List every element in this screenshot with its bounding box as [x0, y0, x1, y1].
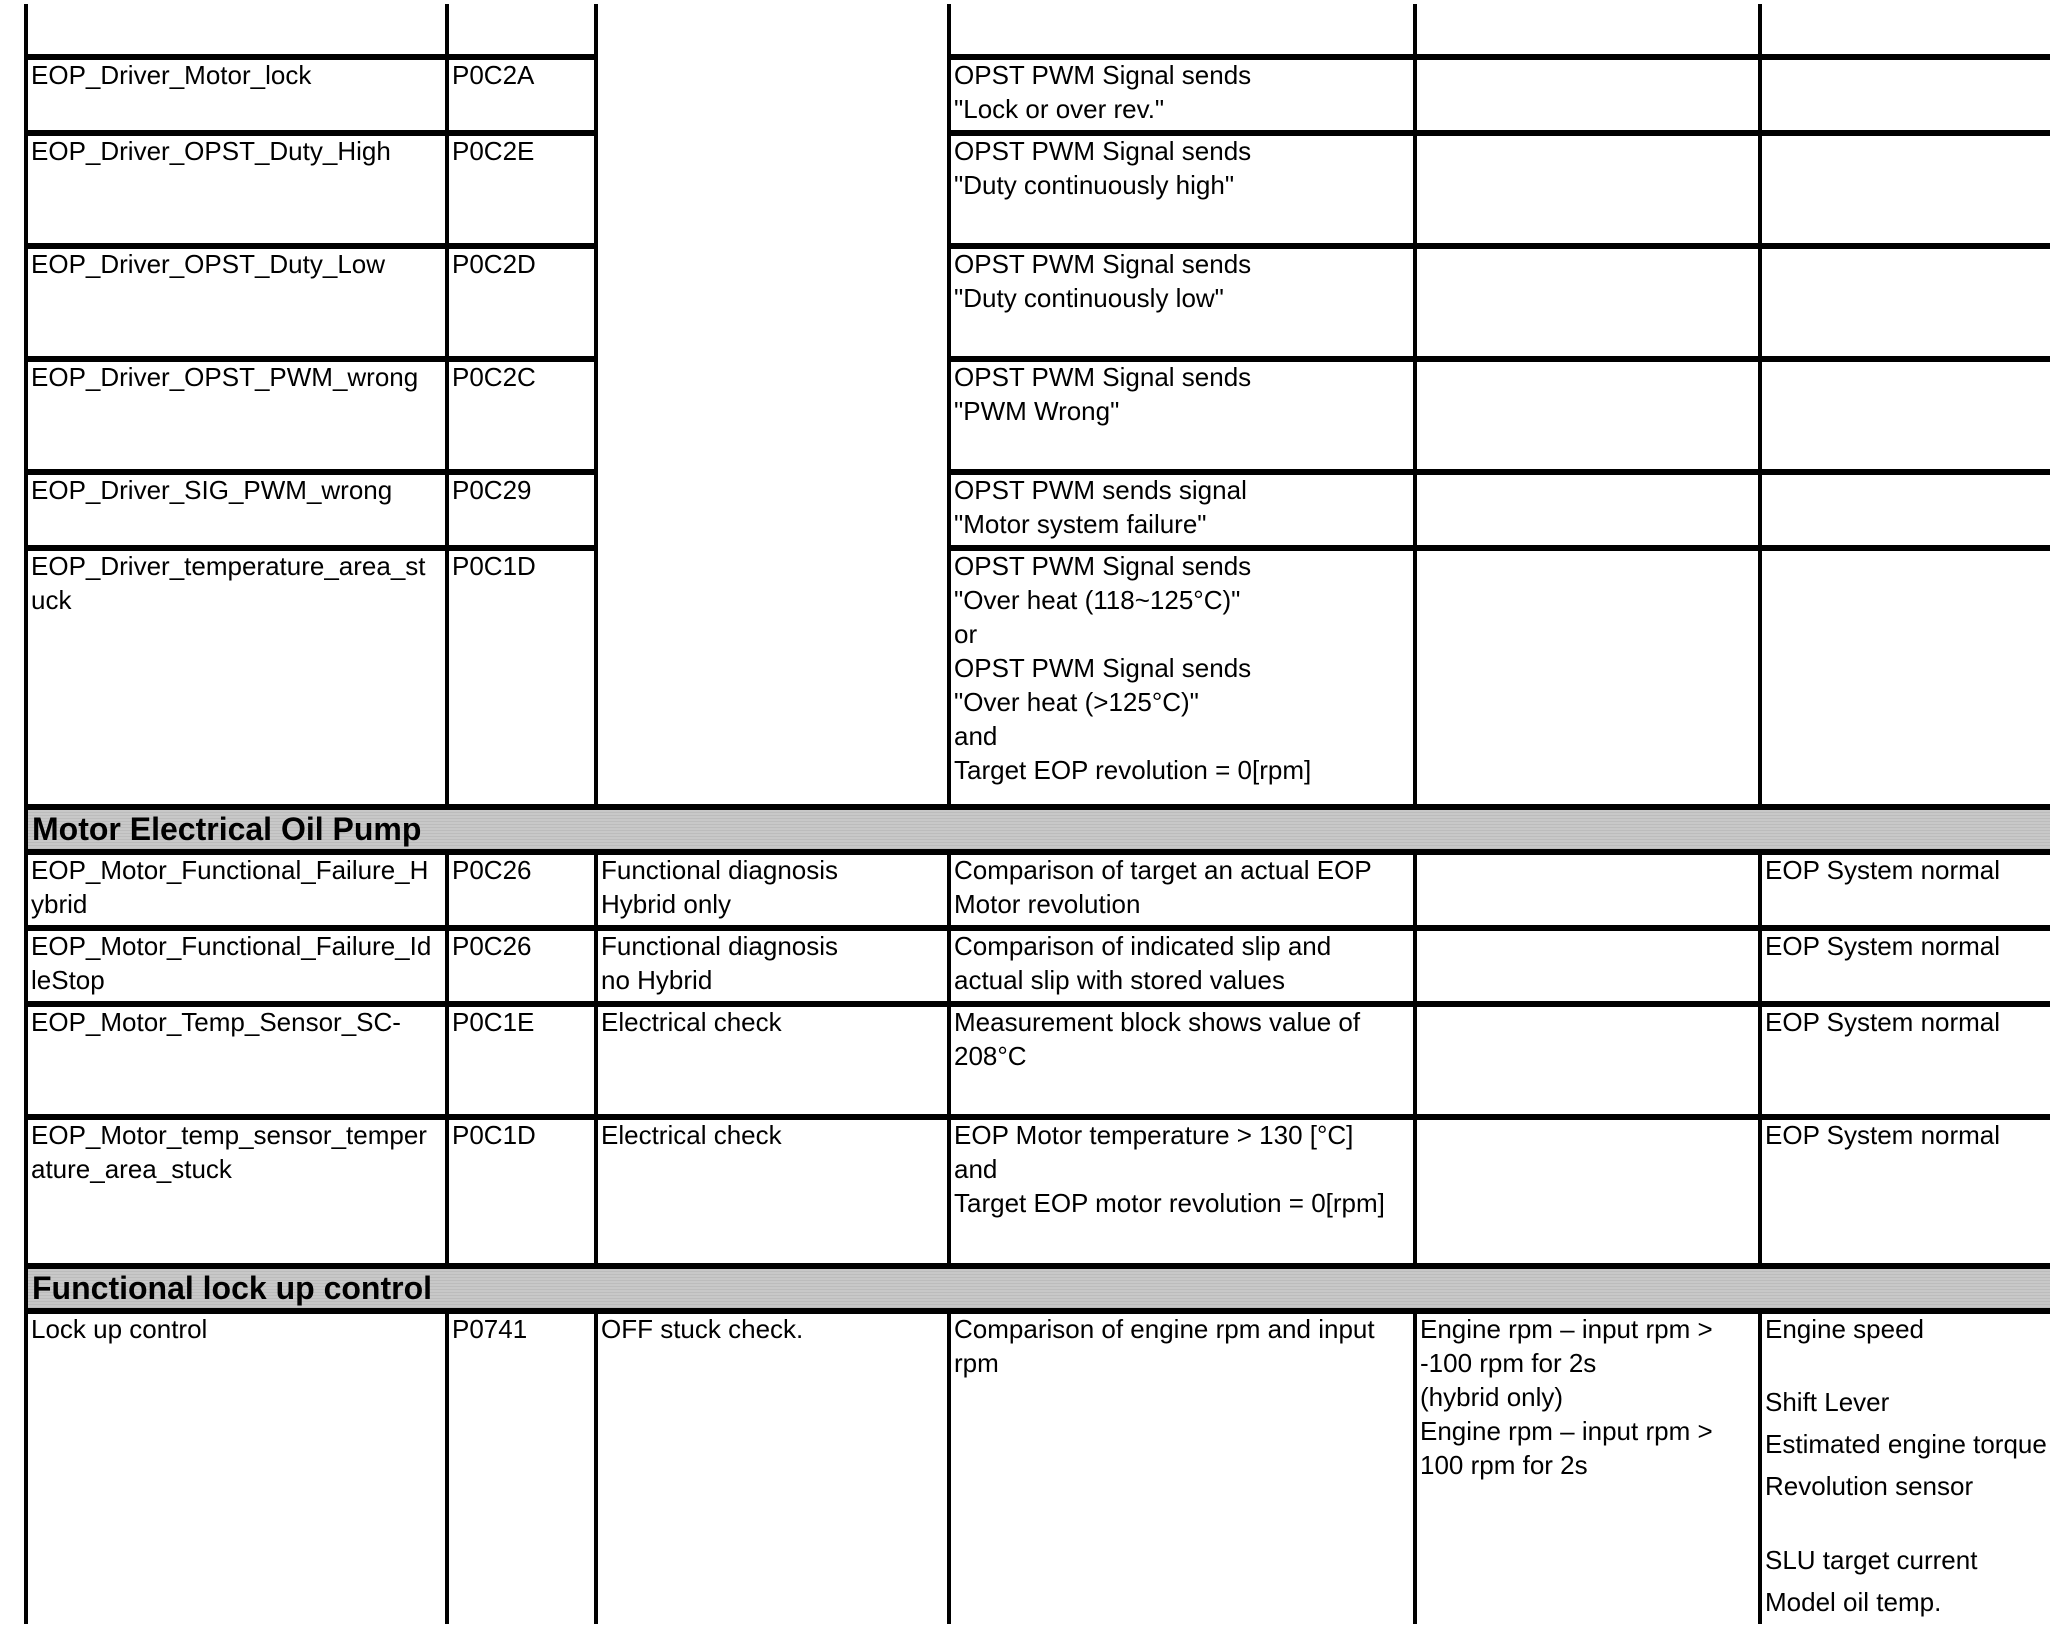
secondary-parameter: Model oil temp. — [1765, 1587, 1942, 1617]
dtc-code: P0C26 — [452, 931, 532, 961]
diagnosis-name: EOP_Driver_temperature_area_st uck — [31, 551, 426, 615]
dtc-code: P0C26 — [452, 855, 532, 885]
criteria: Measurement block shows value of 208°C — [954, 1007, 1361, 1071]
check-type: Electrical check — [601, 1120, 782, 1150]
criteria: Comparison of engine rpm and input rpm — [954, 1314, 1375, 1378]
criteria: OPST PWM Signal sends "Lock or over rev." — [954, 60, 1252, 124]
dtc-code: P0C29 — [452, 475, 532, 505]
diagnosis-name: EOP_Motor_Functional_Failure_Id leStop — [31, 931, 432, 995]
diagnosis-name: EOP_Driver_Motor_lock — [31, 60, 312, 90]
dtc-code: P0C1D — [452, 1120, 536, 1150]
secondary-parameter: Revolution sensor — [1765, 1471, 1974, 1501]
secondary-parameter: Shift Lever — [1765, 1387, 1890, 1417]
diagnosis-name: EOP_Motor_temp_sensor_temper ature_area_stuck — [31, 1120, 427, 1184]
criteria: EOP Motor temperature > 130 [°C] and Target EOP motor revolution = 0[rpm] — [954, 1120, 1385, 1218]
dtc-code: P0C2A — [452, 60, 535, 90]
criteria: OPST PWM Signal sends "PWM Wrong" — [954, 362, 1252, 426]
secondary-parameter: EOP System normal — [1765, 1007, 2001, 1037]
check-type: Electrical check — [601, 1007, 782, 1037]
dtc-code: P0C1D — [452, 551, 536, 581]
section-header-motor-eop: Motor Electrical Oil Pump — [28, 810, 2050, 849]
diagnosis-name: EOP_Motor_Functional_Failure_H ybrid — [31, 855, 429, 919]
criteria: Comparison of indicated slip and actual slip with stored values — [954, 931, 1332, 995]
dtc-code: P0C1E — [452, 1007, 535, 1037]
dtc-code: P0C2C — [452, 362, 536, 392]
diagnosis-name: Lock up control — [31, 1314, 208, 1344]
section-header-lockup: Functional lock up control — [28, 1269, 2050, 1308]
check-type: Functional diagnosis no Hybrid — [601, 931, 839, 995]
secondary-parameter: Estimated engine torque — [1765, 1429, 2047, 1459]
dtc-code: P0741 — [452, 1314, 528, 1344]
criteria: OPST PWM Signal sends "Duty continuously high" — [954, 136, 1252, 200]
diagnosis-name: EOP_Driver_OPST_Duty_High — [31, 136, 391, 166]
secondary-parameter: SLU target current — [1765, 1545, 1978, 1575]
criteria: OPST PWM sends signal "Motor system failure" — [954, 475, 1247, 539]
secondary-parameter: EOP System normal — [1765, 931, 2001, 961]
threshold: Engine rpm – input rpm > -100 rpm for 2s (hybrid only) Engine rpm – input rpm > 100 rpm for 2s — [1420, 1314, 1713, 1480]
dtc-code: P0C2D — [452, 249, 536, 279]
diagnosis-name: EOP_Driver_SIG_PWM_wrong — [31, 475, 393, 505]
dtc-code: P0C2E — [452, 136, 535, 166]
diagnosis-name: EOP_Driver_OPST_Duty_Low — [31, 249, 386, 279]
criteria: OPST PWM Signal sends "Duty continuously low" — [954, 249, 1252, 313]
secondary-parameter: EOP System normal — [1765, 1120, 2001, 1150]
secondary-parameter: EOP System normal — [1765, 855, 2001, 885]
criteria: Comparison of target an actual EOP Motor revolution — [954, 855, 1372, 919]
secondary-parameter: Engine speed — [1765, 1314, 1925, 1344]
criteria: OPST PWM Signal sends "Over heat (118~125°C)" or OPST PWM Signal sends "Over heat (>125°C)" and Target EOP revolution = 0[rpm] — [954, 551, 1312, 785]
check-type: Functional diagnosis Hybrid only — [601, 855, 839, 919]
diagnosis-name: EOP_Motor_Temp_Sensor_SC- — [31, 1007, 401, 1037]
diagnosis-name: EOP_Driver_OPST_PWM_wrong — [31, 362, 419, 392]
check-type: OFF stuck check. — [601, 1314, 804, 1344]
